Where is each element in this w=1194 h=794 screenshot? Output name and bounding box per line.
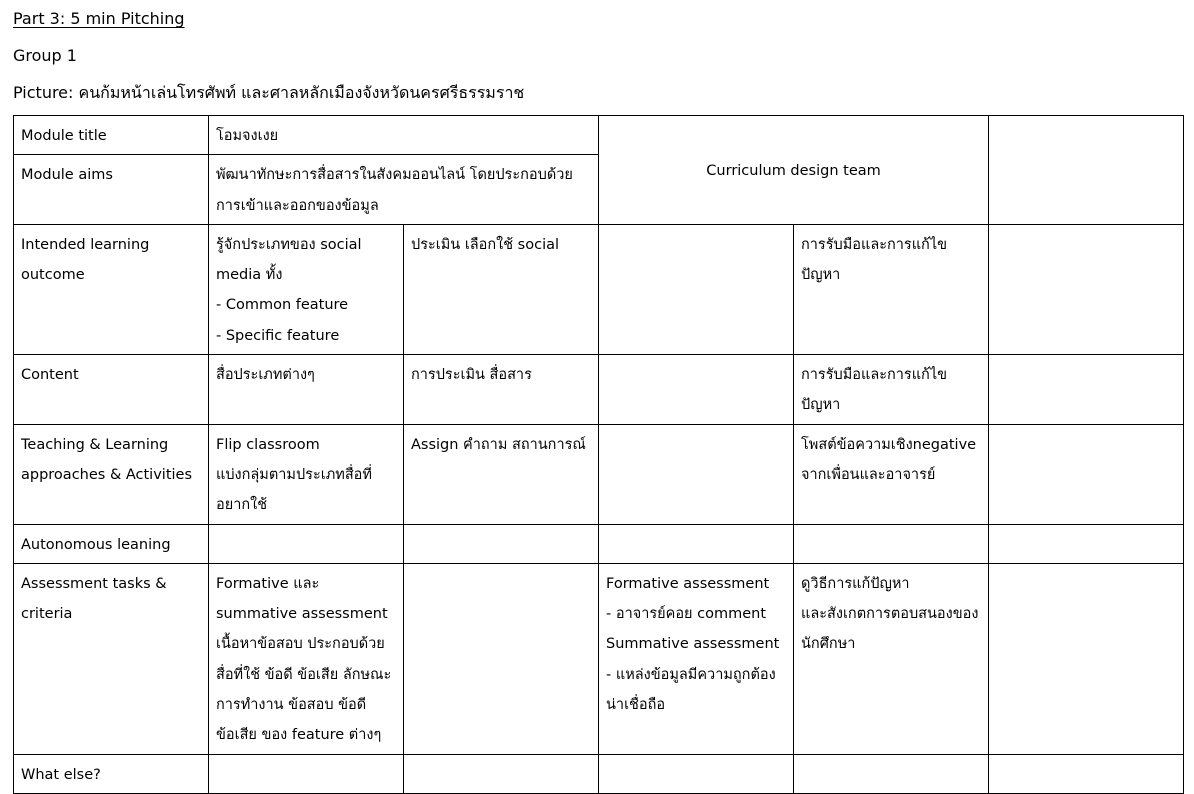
teaching-cell-2: Assign คำถาม สถานการณ์	[404, 424, 599, 524]
module-aims-label: Module aims	[14, 155, 209, 225]
empty-cell	[209, 524, 404, 563]
content-cell-3	[599, 355, 794, 425]
table-row	[14, 355, 1184, 425]
curriculum-table	[13, 115, 1184, 794]
content-cell-5	[989, 355, 1184, 425]
table-row	[14, 524, 1184, 563]
content-cell-4: การรับมือและการแก้ไข ปัญหา	[794, 355, 989, 425]
empty-cell	[404, 524, 599, 563]
empty-cell	[989, 754, 1184, 793]
table-row	[14, 424, 1184, 524]
empty-cell	[794, 754, 989, 793]
empty-cell	[989, 116, 1184, 225]
curriculum-design-team-cell: Curriculum design team	[599, 116, 989, 225]
table-row	[14, 224, 1184, 354]
module-title-label: Module title	[14, 116, 209, 155]
content-cell-2: การประเมิน สื่อสาร	[404, 355, 599, 425]
assessment-cell-3: Formative assessment - อาจารย์คอย comment Summative assessment - แหล่งข้อมูลมีความถูกต้อง น่าเชื่อถือ	[599, 563, 794, 754]
module-aims-value: พัฒนาทักษะการสื่อสารในสังคมออนไลน์ โดยประกอบด้วย การเข้าและออกของข้อมูล	[209, 155, 599, 225]
assessment-cell-5	[989, 563, 1184, 754]
empty-cell	[599, 754, 794, 793]
empty-cell	[209, 754, 404, 793]
group-label: Group 1	[13, 46, 77, 65]
what-else-label: What else?	[14, 754, 209, 793]
picture-caption: Picture: คนก้มหน้าเล่นโทรศัพท์ และศาลหลักเมืองจังหวัดนครศรีธรรมราช	[13, 83, 525, 102]
table-row	[14, 116, 1184, 155]
intended-learning-outcome-label: Intended learning outcome	[14, 224, 209, 354]
table-row	[14, 754, 1184, 793]
empty-cell	[404, 754, 599, 793]
ilo-cell-4: การรับมือและการแก้ไข ปัญหา	[794, 224, 989, 354]
ilo-cell-5	[989, 224, 1184, 354]
teaching-cell-5	[989, 424, 1184, 524]
ilo-cell-1: รู้จักประเภทของ social media ทั้ง - Common feature - Specific feature	[209, 224, 404, 354]
assessment-cell-2	[404, 563, 599, 754]
assessment-cell-4: ดูวิธีการแก้ปัญหา และสังเกตการตอบสนองของ นักศึกษา	[794, 563, 989, 754]
autonomous-leaning-label: Autonomous leaning	[14, 524, 209, 563]
module-title-value: โอมจงเงย	[209, 116, 599, 155]
ilo-cell-3	[599, 224, 794, 354]
teaching-learning-label: Teaching & Learning approaches & Activities	[14, 424, 209, 524]
content-label: Content	[14, 355, 209, 425]
content-cell-1: สื่อประเภทต่างๆ	[209, 355, 404, 425]
empty-cell	[989, 524, 1184, 563]
assessment-cell-1: Formative และ summative assessment เนื้อหาข้อสอบ ประกอบด้วย สื่อที่ใช้ ข้อดี ข้อเสีย ลักษณะ การทำงาน ข้อสอบ ข้อดี ข้อเสีย ของ feature ต่างๆ	[209, 563, 404, 754]
empty-cell	[794, 524, 989, 563]
teaching-cell-3	[599, 424, 794, 524]
empty-cell	[599, 524, 794, 563]
table-row	[14, 563, 1184, 754]
part-title: Part 3: 5 min Pitching	[13, 9, 185, 28]
ilo-cell-2: ประเมิน เลือกใช้ social	[404, 224, 599, 354]
teaching-cell-4: โพสต์ข้อความเชิงnegative จากเพื่อนและอาจารย์	[794, 424, 989, 524]
assessment-label: Assessment tasks & criteria	[14, 563, 209, 754]
teaching-cell-1: Flip classroom แบ่งกลุ่มตามประเภทสื่อที่ อยากใช้	[209, 424, 404, 524]
